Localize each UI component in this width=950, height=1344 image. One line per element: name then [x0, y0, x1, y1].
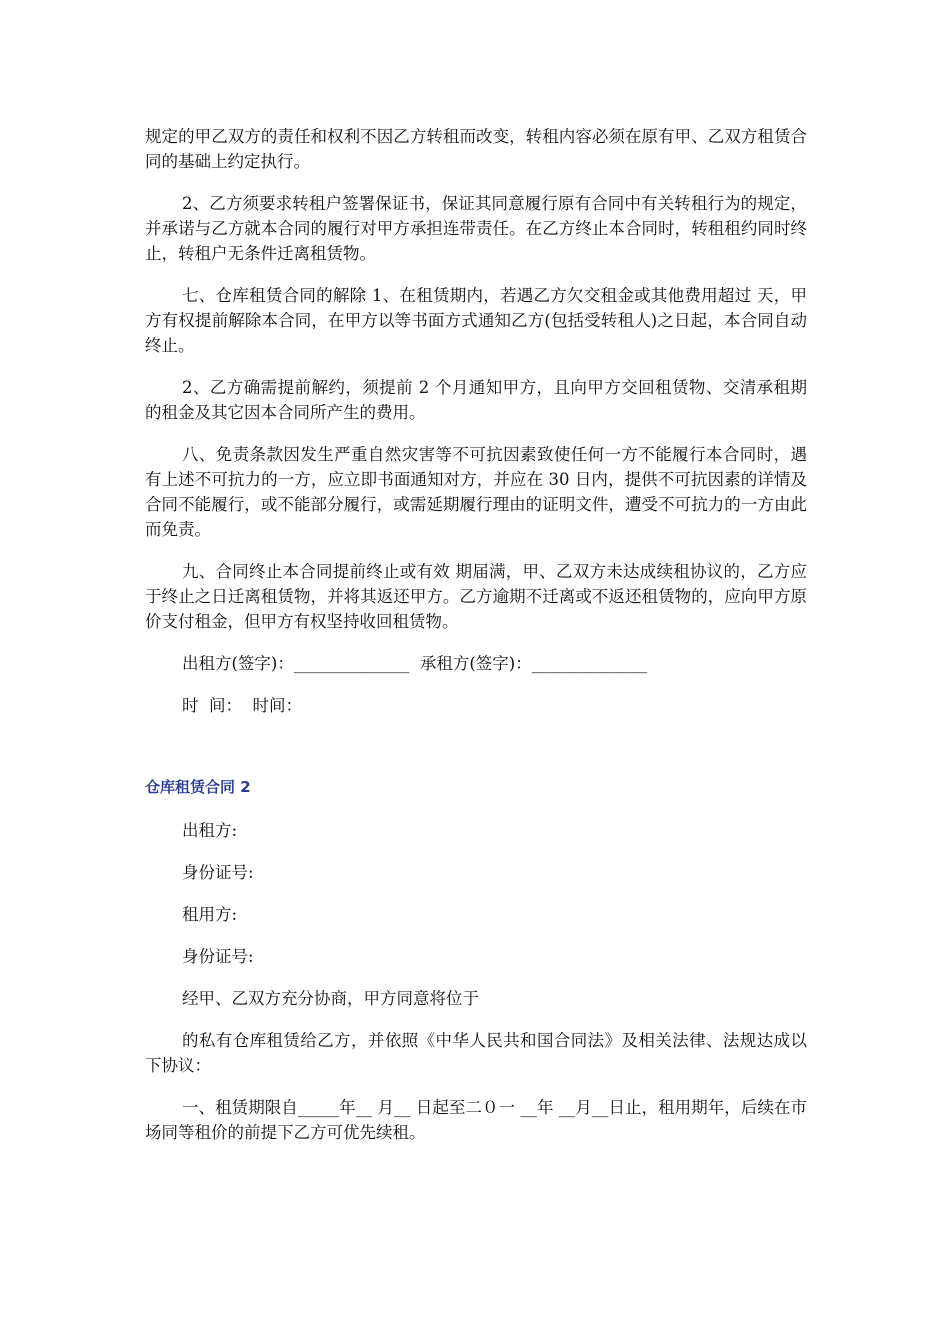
paragraph-termination: 七、仓库租赁合同的解除 1、在租赁期内，若遇乙方欠交租金或其他费用超过 天，甲方有权提前解除本合同，在甲方以等书面方式通知乙方(包括受转租人)之日起，本合同自动终止。: [145, 286, 807, 355]
lessee-field: 租用方:: [182, 905, 238, 924]
signature-line: 出租方(签字)：______________ 承租方(签字)：______________: [182, 654, 648, 673]
document-page: [145, 124, 807, 1162]
paragraph-lease-term: 一、租赁期限自_____年__ 月__ 日起至二０一 __年 __月__日止，租用期年，后续在市场同等租价的前提下乙方可优先续租。: [145, 1098, 807, 1142]
paragraph-force-majeure: 八、免责条款因发生严重自然灾害等不可抗因素致使任何一方不能履行本合同时，遇有上述不可抗力的一方，应立即书面通知对方，并应在 30 日内，提供不可抗因素的详情及合同不能履行，或不能部分履行，或需延期履行理由的证明文件，遭受不可抗力的一方由此而免责。: [145, 445, 807, 539]
lessor-id-field: 身份证号:: [182, 863, 254, 882]
section-heading: 仓库租赁合同 2: [145, 778, 251, 796]
paragraph-sublease-continuation: 规定的甲乙双方的责任和权利不因乙方转租而改变，转租内容必须在原有甲、乙双方租赁合同的基础上约定执行。: [145, 127, 807, 171]
time-line: 时 间： 时间：: [182, 696, 302, 715]
paragraph-sublease-guarantee: 2、乙方须要求转租户签署保证书，保证其同意履行原有合同中有关转租行为的规定，并承诺与乙方就本合同的履行对甲方承担连带责任。在乙方终止本合同时，转租租约同时终止，转租户无条件迁离租赁物。: [145, 194, 807, 263]
lessor-field: 出租方:: [182, 821, 238, 840]
paragraph-early-termination: 2、乙方确需提前解约，须提前 2 个月通知甲方，且向甲方交回租赁物、交清承租期的租金及其它因本合同所产生的费用。: [145, 378, 807, 422]
intro-line: 经甲、乙双方充分协商，甲方同意将位于: [182, 989, 479, 1008]
paragraph-intro-agreement: 的私有仓库租赁给乙方，并依照《中华人民共和国合同法》及相关法律、法规达成以下协议：: [145, 1031, 807, 1075]
lessee-id-field: 身份证号:: [182, 947, 254, 966]
paragraph-contract-end: 九、合同终止本合同提前终止或有效 期届满，甲、乙双方未达成续租协议的，乙方应于终止之日迁离租赁物，并将其返还甲方。乙方逾期不迁离或不返还租赁物的，应向甲方原价支付租金，但甲方有权坚持收回租赁物。: [145, 562, 807, 631]
